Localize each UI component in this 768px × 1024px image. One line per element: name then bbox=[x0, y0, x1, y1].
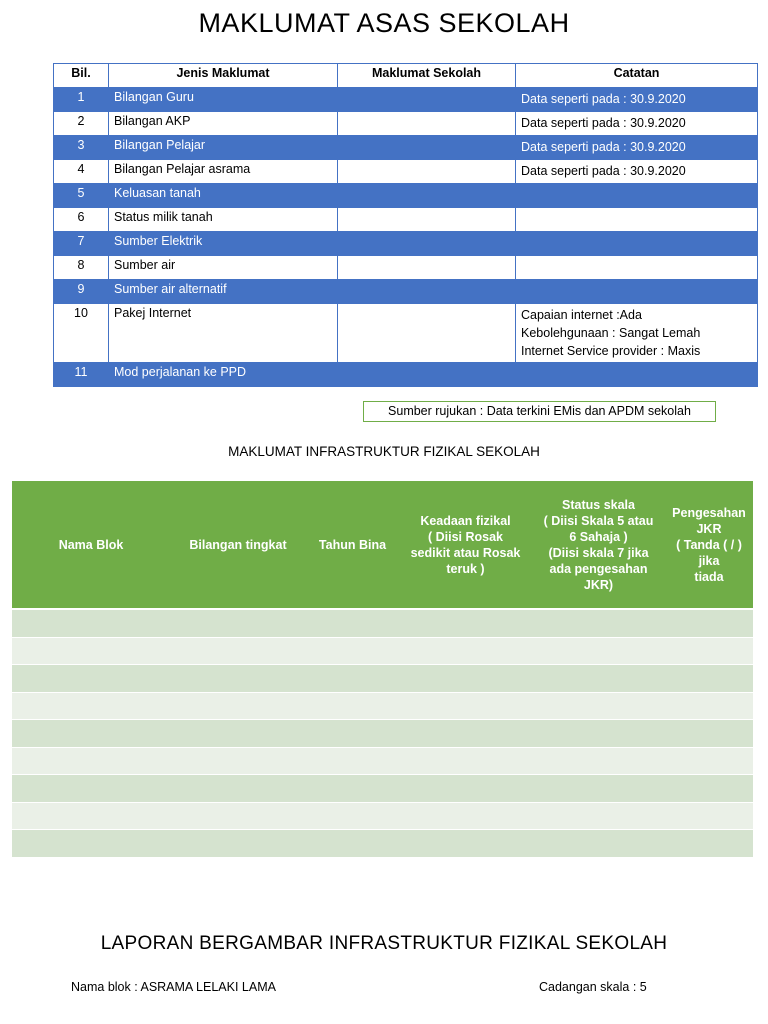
cell-jenis: Bilangan Pelajar asrama bbox=[109, 160, 338, 184]
infra-row bbox=[12, 830, 753, 857]
cell-jenis: Status milik tanah bbox=[109, 208, 338, 232]
catatan-line: Data seperti pada : 30.9.2020 bbox=[521, 164, 686, 178]
cell-catatan bbox=[516, 256, 758, 280]
infra-cell bbox=[665, 720, 753, 748]
infra-cell bbox=[12, 802, 170, 830]
infra-cell bbox=[399, 720, 532, 748]
infra-cell bbox=[12, 692, 170, 720]
cell-maklumat bbox=[338, 184, 516, 208]
col-header-keadaan-fizikal bbox=[399, 481, 532, 609]
cell-catatan bbox=[516, 208, 758, 232]
cell-catatan bbox=[516, 160, 758, 184]
col-header-nama-blok bbox=[12, 481, 170, 609]
cell-maklumat bbox=[338, 160, 516, 184]
infra-cell bbox=[170, 609, 306, 637]
infra-cell bbox=[532, 609, 665, 637]
cell-maklumat bbox=[338, 88, 516, 112]
catatan-line: Data seperti pada : 30.9.2020 bbox=[521, 116, 686, 130]
source-note: Sumber rujukan : Data terkini EMis dan APDM sekolah bbox=[363, 401, 716, 422]
infra-cell bbox=[12, 637, 170, 665]
info-table-row bbox=[54, 208, 758, 232]
infra-cell bbox=[399, 665, 532, 693]
cell-catatan bbox=[516, 232, 758, 256]
infra-cell bbox=[12, 665, 170, 693]
cell-maklumat bbox=[338, 256, 516, 280]
header-line: teruk ) bbox=[446, 561, 485, 576]
cell-catatan bbox=[516, 112, 758, 136]
cell-catatan bbox=[516, 88, 758, 112]
infra-cell bbox=[532, 692, 665, 720]
info-table-row bbox=[54, 88, 758, 112]
cell-jenis: Bilangan Guru bbox=[109, 88, 338, 112]
cell-maklumat bbox=[338, 136, 516, 160]
infra-table bbox=[12, 481, 753, 857]
cell-maklumat bbox=[338, 280, 516, 304]
infra-row bbox=[12, 637, 753, 665]
infra-cell bbox=[170, 665, 306, 693]
infra-cell bbox=[665, 637, 753, 665]
header-line: sedikit atau Rosak bbox=[410, 545, 521, 560]
col-header-jenis: Jenis Maklumat bbox=[109, 64, 338, 88]
header-line: ( Tanda ( / ) jika bbox=[676, 537, 742, 568]
infra-cell bbox=[306, 637, 399, 665]
header-line: ( Diisi Rosak bbox=[427, 529, 504, 544]
header-line: Status skala bbox=[562, 497, 635, 512]
cell-maklumat bbox=[338, 363, 516, 387]
infra-cell bbox=[665, 830, 753, 857]
info-table-row bbox=[54, 232, 758, 256]
infra-row bbox=[12, 609, 753, 637]
cell-bil: 3 bbox=[54, 136, 109, 160]
infra-cell bbox=[170, 720, 306, 748]
infra-cell bbox=[532, 802, 665, 830]
header-line: Bilangan tingkat bbox=[189, 537, 287, 552]
infra-row bbox=[12, 720, 753, 748]
cell-bil: 2 bbox=[54, 112, 109, 136]
cell-bil: 1 bbox=[54, 88, 109, 112]
info-table-row bbox=[54, 304, 758, 363]
info-table-row bbox=[54, 136, 758, 160]
infra-cell bbox=[306, 802, 399, 830]
cell-catatan bbox=[516, 136, 758, 160]
infra-cell bbox=[665, 665, 753, 693]
cell-catatan bbox=[516, 280, 758, 304]
header-line: Keadaan fizikal bbox=[420, 513, 511, 528]
page-title: MAKLUMAT ASAS SEKOLAH bbox=[198, 8, 570, 38]
cadangan-skala-label: Cadangan skala : 5 bbox=[539, 980, 647, 994]
infra-cell bbox=[12, 747, 170, 775]
nama-blok-label: Nama blok : ASRAMA LELAKI LAMA bbox=[71, 980, 276, 994]
infra-cell bbox=[306, 609, 399, 637]
info-table-row bbox=[54, 112, 758, 136]
info-table-header-row bbox=[54, 64, 758, 88]
infra-cell bbox=[306, 747, 399, 775]
infra-cell bbox=[12, 775, 170, 803]
infra-cell bbox=[306, 692, 399, 720]
cell-jenis: Mod perjalanan ke PPD bbox=[109, 363, 338, 387]
infra-cell bbox=[532, 747, 665, 775]
col-header-pengesahan-jkr bbox=[665, 481, 753, 609]
infra-cell bbox=[170, 692, 306, 720]
infra-cell bbox=[170, 830, 306, 857]
cell-bil: 11 bbox=[54, 363, 109, 387]
infra-header-row bbox=[12, 481, 753, 609]
cell-maklumat bbox=[338, 304, 516, 363]
header-line: (Diisi skala 7 jika bbox=[548, 545, 649, 560]
cell-catatan bbox=[516, 184, 758, 208]
infra-cell bbox=[306, 720, 399, 748]
infra-cell bbox=[399, 747, 532, 775]
infra-cell bbox=[532, 637, 665, 665]
col-header-bilangan-tingkat bbox=[170, 481, 306, 609]
cell-jenis: Keluasan tanah bbox=[109, 184, 338, 208]
infra-cell bbox=[665, 609, 753, 637]
cell-bil: 10 bbox=[54, 304, 109, 363]
infra-cell bbox=[665, 802, 753, 830]
cell-catatan bbox=[516, 363, 758, 387]
cell-bil: 9 bbox=[54, 280, 109, 304]
col-header-bil: Bil. bbox=[54, 64, 109, 88]
header-line: 6 Sahaja ) bbox=[569, 529, 628, 544]
infra-cell bbox=[532, 775, 665, 803]
infra-cell bbox=[170, 747, 306, 775]
cell-maklumat bbox=[338, 208, 516, 232]
info-table-row bbox=[54, 160, 758, 184]
infra-cell bbox=[665, 747, 753, 775]
infra-cell bbox=[665, 775, 753, 803]
infra-row bbox=[12, 775, 753, 803]
cell-jenis: Pakej Internet bbox=[109, 304, 338, 363]
infra-cell bbox=[12, 830, 170, 857]
infra-cell bbox=[399, 609, 532, 637]
infra-cell bbox=[532, 830, 665, 857]
infra-cell bbox=[532, 665, 665, 693]
col-header-status-skala bbox=[532, 481, 665, 609]
cell-catatan bbox=[516, 304, 758, 363]
header-line: ada pengesahan bbox=[549, 561, 648, 576]
infra-cell bbox=[399, 775, 532, 803]
info-table-row bbox=[54, 256, 758, 280]
header-line: JKR) bbox=[583, 577, 614, 592]
header-line: Nama Blok bbox=[58, 537, 124, 552]
info-table-row bbox=[54, 363, 758, 387]
infra-cell bbox=[665, 692, 753, 720]
cell-bil: 5 bbox=[54, 184, 109, 208]
col-header-tahun-bina bbox=[306, 481, 399, 609]
cell-bil: 4 bbox=[54, 160, 109, 184]
cell-jenis: Bilangan Pelajar bbox=[109, 136, 338, 160]
infra-cell bbox=[399, 637, 532, 665]
catatan-line: Data seperti pada : 30.9.2020 bbox=[521, 140, 686, 154]
infra-cell bbox=[399, 802, 532, 830]
cell-bil: 6 bbox=[54, 208, 109, 232]
header-line: tiada bbox=[694, 569, 724, 584]
cell-jenis: Sumber Elektrik bbox=[109, 232, 338, 256]
infra-row bbox=[12, 802, 753, 830]
cell-maklumat bbox=[338, 232, 516, 256]
cell-bil: 8 bbox=[54, 256, 109, 280]
header-line: Tahun Bina bbox=[318, 537, 387, 552]
header-line: Pengesahan JKR bbox=[672, 505, 746, 536]
infra-row bbox=[12, 692, 753, 720]
catatan-line: Capaian internet :Ada bbox=[521, 308, 642, 322]
infra-cell bbox=[170, 802, 306, 830]
infra-cell bbox=[170, 775, 306, 803]
infra-cell bbox=[399, 692, 532, 720]
header-line: ( Diisi Skala 5 atau bbox=[543, 513, 654, 528]
infra-cell bbox=[12, 609, 170, 637]
catatan-line: Data seperti pada : 30.9.2020 bbox=[521, 92, 686, 106]
cell-jenis: Sumber air alternatif bbox=[109, 280, 338, 304]
infra-row bbox=[12, 747, 753, 775]
school-info-table bbox=[53, 63, 758, 387]
cell-jenis: Sumber air bbox=[109, 256, 338, 280]
report-title: LAPORAN BERGAMBAR INFRASTRUKTUR FIZIKAL SEKOLAH bbox=[100, 933, 668, 954]
infra-section-title: MAKLUMAT INFRASTRUKTUR FIZIKAL SEKOLAH bbox=[228, 444, 540, 459]
infra-cell bbox=[532, 720, 665, 748]
info-table-row bbox=[54, 184, 758, 208]
cell-jenis: Bilangan AKP bbox=[109, 112, 338, 136]
infra-cell bbox=[306, 830, 399, 857]
col-header-maklumat: Maklumat Sekolah bbox=[338, 64, 516, 88]
catatan-line: Internet Service provider : Maxis bbox=[521, 344, 701, 358]
infra-cell bbox=[306, 665, 399, 693]
col-header-catatan: Catatan bbox=[516, 64, 758, 88]
cell-maklumat bbox=[338, 112, 516, 136]
catatan-line: Kebolehgunaan : Sangat Lemah bbox=[521, 326, 701, 340]
infra-cell bbox=[12, 720, 170, 748]
cell-bil: 7 bbox=[54, 232, 109, 256]
infra-row bbox=[12, 665, 753, 693]
infra-cell bbox=[306, 775, 399, 803]
infra-cell bbox=[399, 830, 532, 857]
infra-cell bbox=[170, 637, 306, 665]
info-table-row bbox=[54, 280, 758, 304]
